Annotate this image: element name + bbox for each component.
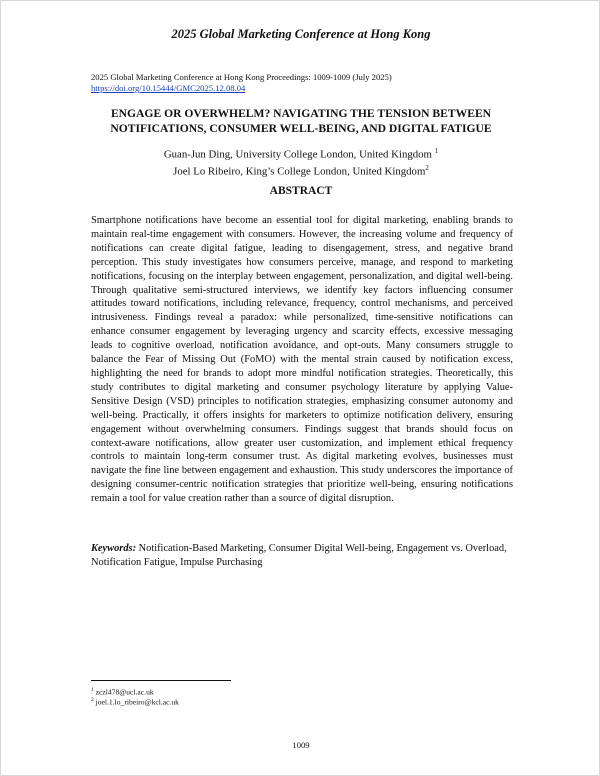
footnote-2 [91,695,179,708]
author-2-footnote-mark: 2 [425,164,429,173]
proceedings-citation: 2025 Global Marketing Conference at Hong Kong Proceedings: 1009-1009 (July 2025) [91,72,392,82]
title-line-1: ENGAGE OR OVERWHELM? NAVIGATING THE TENSION BETWEEN [110,107,492,120]
title-line-2: NOTIFICATIONS, CONSUMER WELL-BEING, AND DIGITAL FATIGUE [110,121,492,135]
page-number: 1009 [292,740,310,750]
conference-header: 2025 Global Marketing Conference at Hong Kong [171,27,431,41]
footnote-2-mark: 2 [91,697,94,703]
footnote-1-mark: 1 [91,687,94,693]
paper-title [91,107,511,136]
doi-link[interactable]: https://doi.org/10.15444/GMC2025.12.08.04 [91,83,246,93]
keywords [91,542,513,570]
author-1-name: Guan-Jun Ding, University College London, United Kingdom [163,148,435,161]
author-1 [91,145,511,162]
keywords-text: Notification-Based Marketing, Consumer Digital Well-being, Engagement vs. Overload, Notification Fatigue, Impulse Purchasing [91,543,507,568]
abstract-body: Smartphone notifications have become an essential tool for digital marketing, enabling brands to maintain real-time engagement with consumers. However, the increasing volume and frequency of notifications can create digital fatigue, leading to disengagement, stress, and negative brand perception. This study investigates how consumers perceive, manage, and respond to marketing notifications, focusing on the interplay between engagement, personalization, and digital well-being. Through qualitative semi-structured interviews, we identify key factors influencing consumer attitudes toward notifications, including relevance, frequency, control mechanisms, and perceived intrusiveness. Findings reveal a paradox: while personalized, time-sensitive notifications can enhance consumer engagement by leveraging urgency and scarcity effects, excessive messaging leads to cognitive overload, notification avoidance, and opt-outs. Many consumers struggle to balance the Fear of Missing Out (FoMO) with the mental strain caused by notification excess, highlighting the need for brands to adopt more mindful notification strategies. Theoretically, this study contributes to digital marketing and consumer psychology literature by applying Value-Sensitive Design (VSD) principles to notification strategies, emphasizing consumer autonomy and well-being. Practically, it offers insights for marketers to optimize notification delivery, ensuring engagement without overwhelming consumers. Findings suggest that brands should focus on context-aware notifications, allow greater user customization, and implement ethical frequency controls to maintain long-term consumer trust. As digital marketing evolves, businesses must navigate the fine line between engagement and exhaustion. This study underscores the importance of designing consumer-centric notification strategies that prioritize well-being, ensuring notifications remain a tool for value creation rather than a source of digital disruption. [91,215,513,505]
abstract-heading: ABSTRACT [269,185,333,197]
author-2-name: Joel Lo Ribeiro, King’s College London, United Kingdom [173,165,426,178]
author-1-footnote-mark: 1 [434,147,439,155]
keywords-label: Keywords: [91,543,137,554]
author-list [91,145,511,179]
author-2 [91,162,511,179]
footnote-1-email: zczl478@ucl.ac.uk [93,687,154,697]
footnote-2-email: joel.1.lo_ribeiro@kcl.ac.uk [93,697,179,707]
footnote-divider [91,680,231,681]
